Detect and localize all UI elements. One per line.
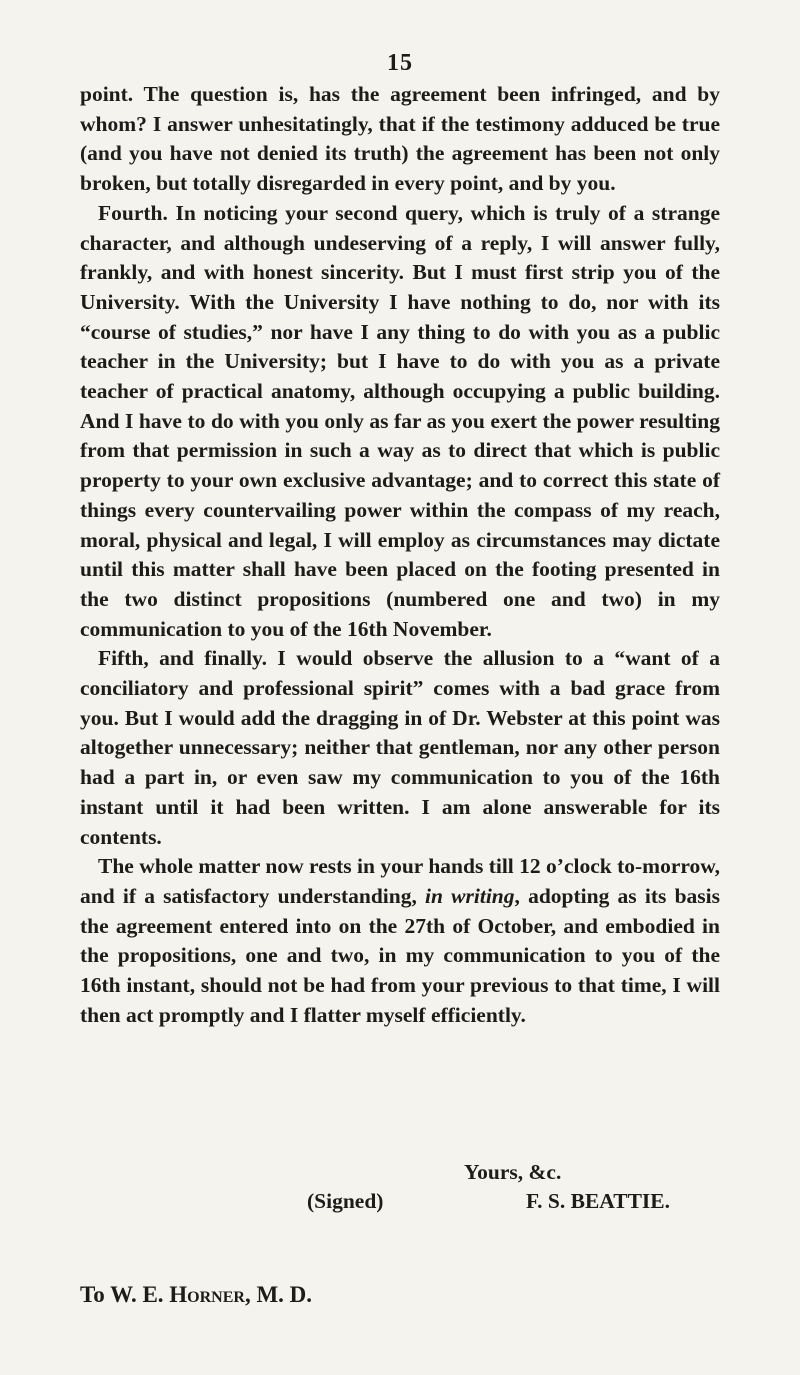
paragraph-continuation: point. The question is, has the agreement been infringed, and by whom? I answer unhesitatingly, that if the testimony adduced be true (and you have not denied its truth) the agreement has been not only broken, but totally disregarded in every point, and by you. — [80, 82, 720, 196]
final-text-before: The whole matter now rests in your hands till 12 o’clock to-morrow, and if a satisfactory understanding, — [80, 854, 720, 908]
paragraph-final — [80, 852, 720, 1030]
signer-name: F. S. BEATTIE. — [526, 1189, 670, 1213]
addressee-suffix: , M. D. — [244, 1282, 313, 1307]
signed-label: (Signed) — [307, 1189, 384, 1213]
final-text-after: , adopting as its basis the agreement entered into on the 27th of October, and embodied in the propositions, one and two, in my communication to you of the 16th instant, should not be had from your previous to that time, I will then act promptly and I flatter myself efficiently. — [80, 883, 720, 1027]
addressee-line — [80, 1282, 312, 1308]
page-number: 15 — [387, 50, 413, 76]
closing-salutation: Yours, &c. — [464, 1160, 562, 1184]
final-text-emphasis: in writing — [425, 883, 515, 908]
addressee-prefix: To W. E. — [80, 1282, 170, 1307]
paragraph-fourth: Fourth. In noticing your second query, which is truly of a strange character, and although undeserving of a reply, I will answer fully, frankly, and with honest sincerity. But I must first strip you of the University. With the University I have nothing to do, nor with its “course of studies,” nor have I any thing to do with you as a public teacher in the University; but I have to do with you as a private teacher of practical anatomy, although occupying a public building. And I have to do with you only as far as you exert the power resulting from that permission in such a way as to direct that which is public property to your own exclusive advantage; and to correct this state of things every countervailing power within the compass of my reach, moral, physical and legal, I will employ as circumstances may dictate until this matter shall have been placed on the footing presented in the two distinct propositions (numbered one and two) in my communication to you of the 16th November. — [80, 200, 720, 641]
letter-closing — [80, 1160, 720, 1230]
addressee-name: Horner — [169, 1282, 245, 1307]
letter-body — [80, 80, 720, 1031]
paragraph-fifth: Fifth, and finally. I would observe the allusion to a “want of a conciliatory and professional spirit” comes with a bad grace from you. But I would add the dragging in of Dr. Webster at this point was altogether unnecessary; neither that gentleman, nor any other person had a part in, or even saw my communication to you of the 16th instant until it had been written. I am alone answerable for its contents. — [80, 646, 720, 849]
